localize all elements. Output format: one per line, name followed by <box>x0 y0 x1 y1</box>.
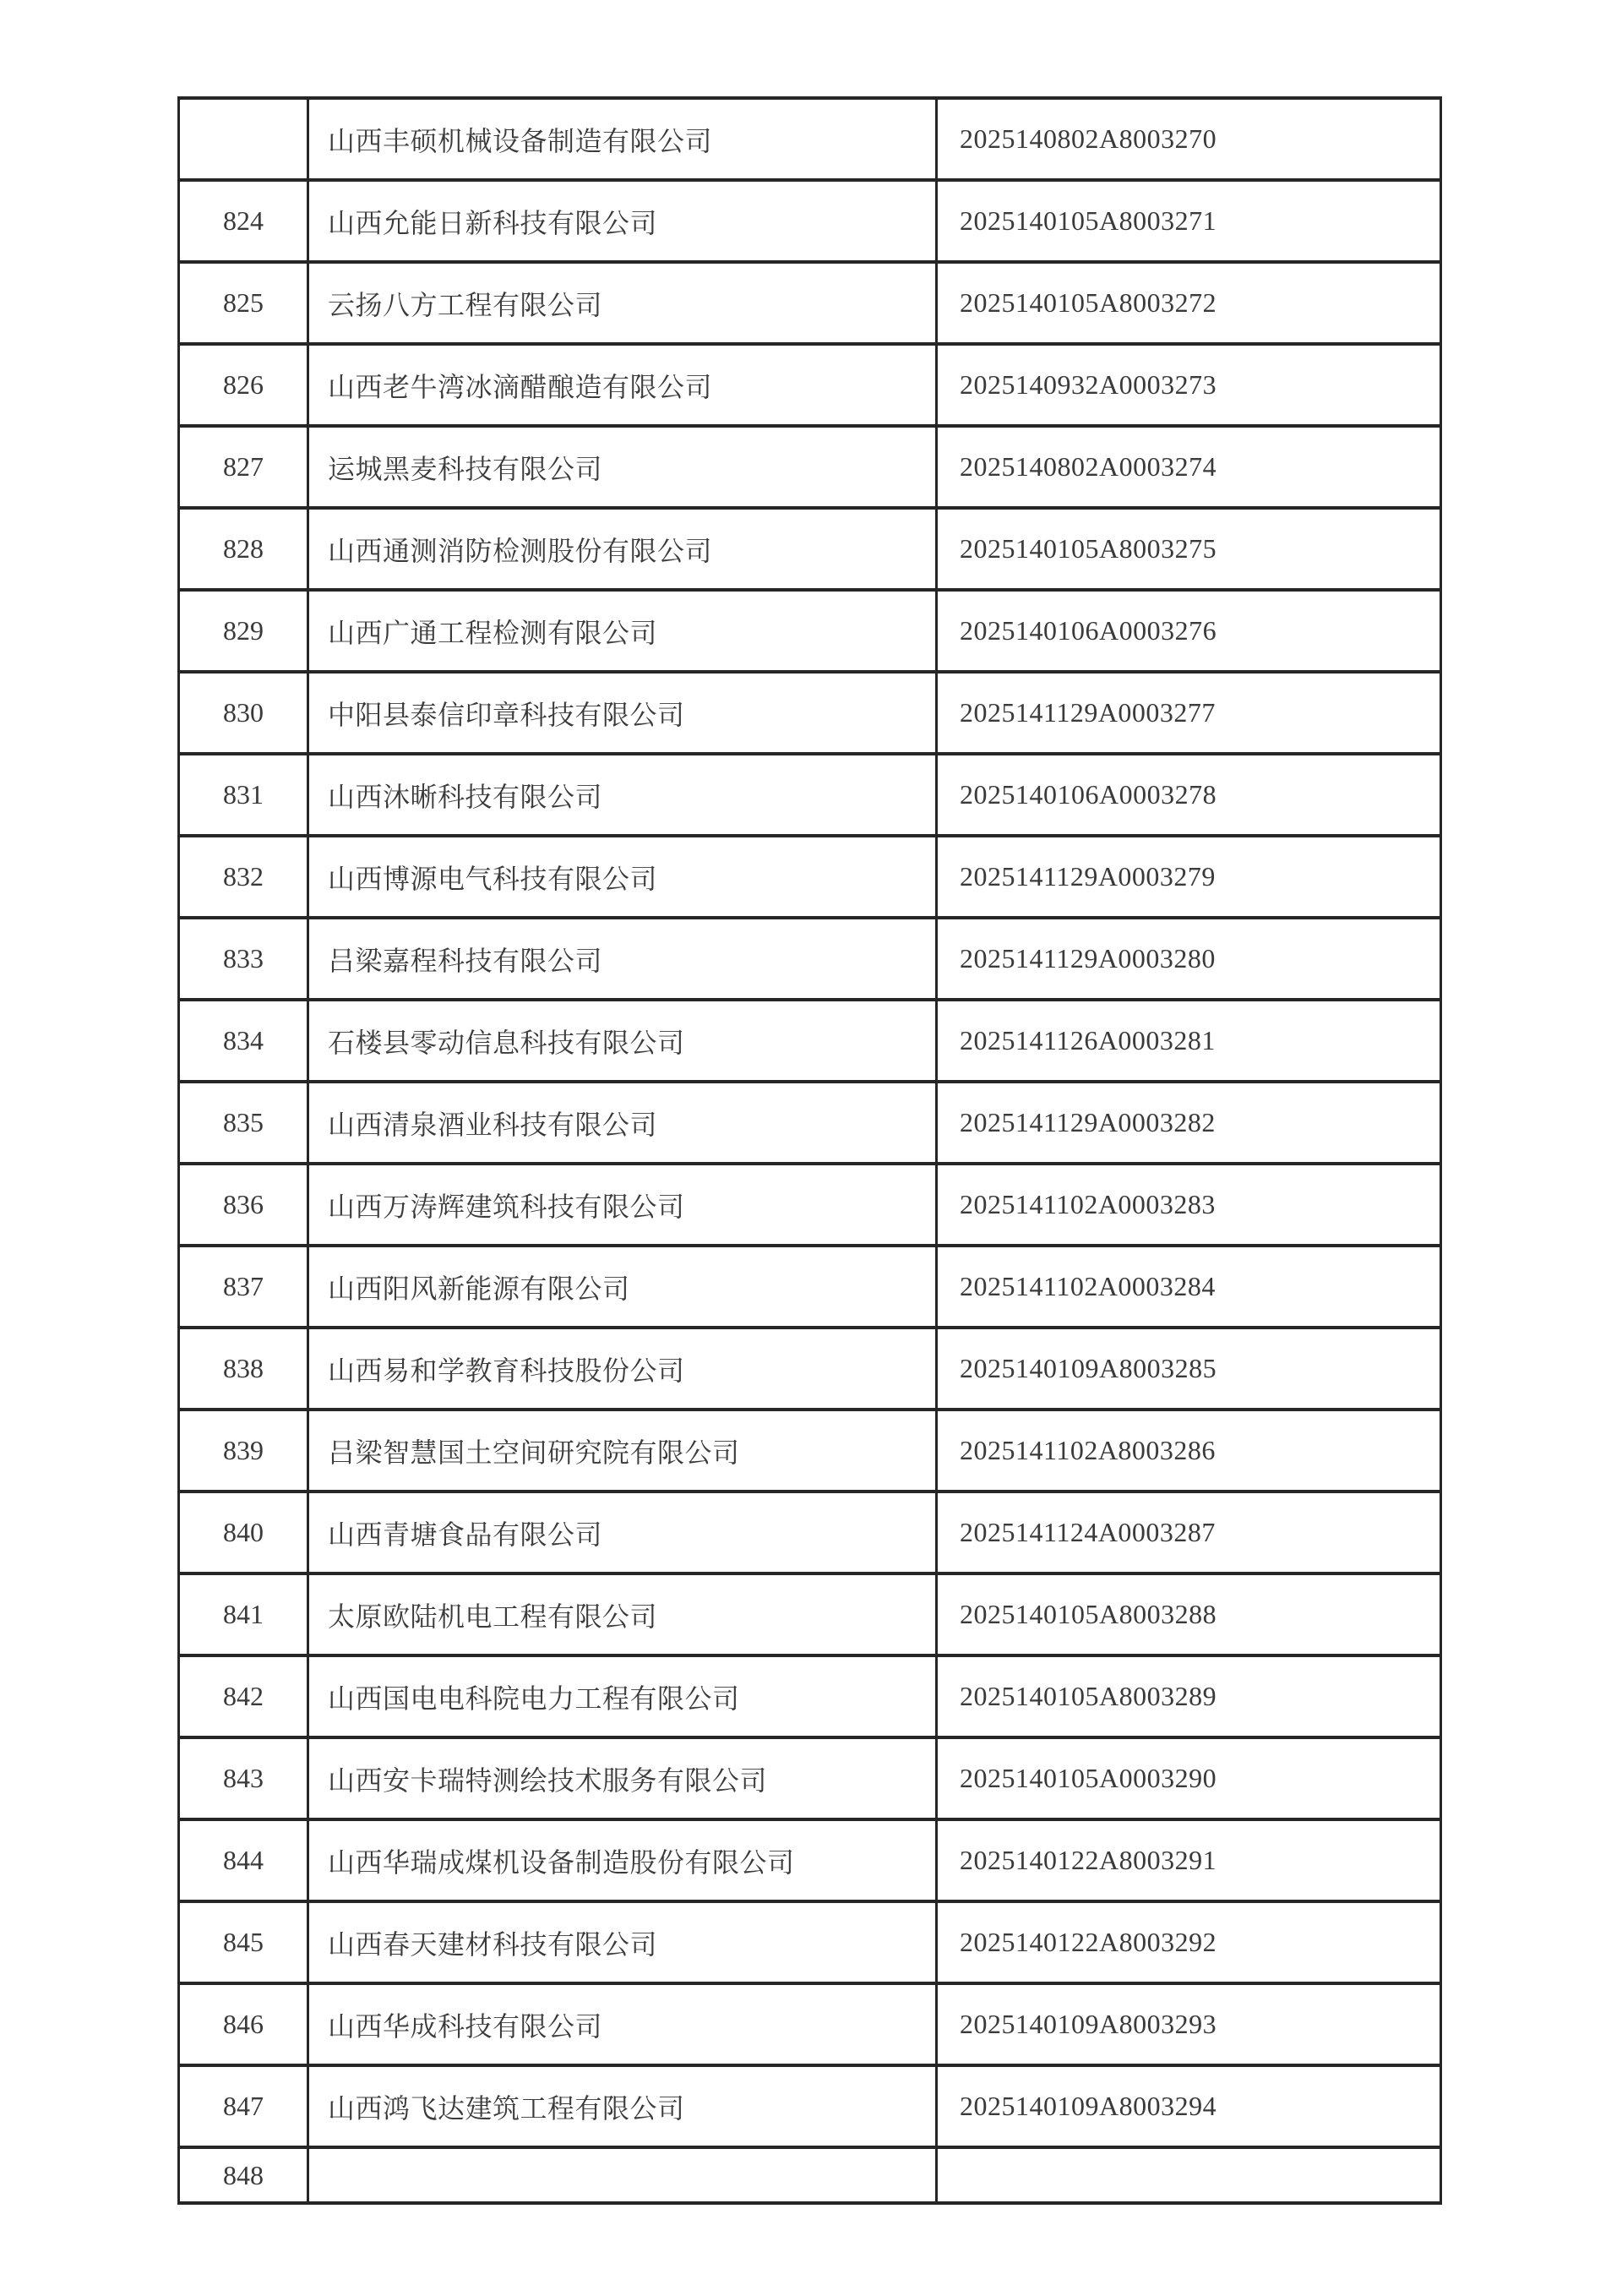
company-name-cell: 山西鸿飞达建筑工程有限公司 <box>308 2065 937 2147</box>
row-number-cell: 836 <box>179 1164 308 1246</box>
row-number-cell: 827 <box>179 426 308 508</box>
table-row <box>179 836 1441 918</box>
row-number-cell: 847 <box>179 2065 308 2147</box>
company-registry-table <box>177 96 1442 2205</box>
company-name-cell: 运城黑麦科技有限公司 <box>308 426 937 508</box>
row-number-cell: 829 <box>179 590 308 672</box>
table-row <box>179 508 1441 590</box>
credit-code-cell: 2025140109A8003285 <box>937 1328 1441 1410</box>
credit-code-cell: 2025140105A0003290 <box>937 1737 1441 1819</box>
credit-code-cell: 2025140802A0003274 <box>937 426 1441 508</box>
credit-code-cell: 2025140109A8003293 <box>937 1983 1441 2065</box>
company-name-cell: 山西万涛辉建筑科技有限公司 <box>308 1164 937 1246</box>
row-number-cell: 841 <box>179 1573 308 1655</box>
credit-code-cell: 2025141102A0003284 <box>937 1246 1441 1328</box>
table-row <box>179 590 1441 672</box>
credit-code-cell: 2025140109A8003294 <box>937 2065 1441 2147</box>
table-row <box>179 1655 1441 1737</box>
company-name-cell: 山西清泉酒业科技有限公司 <box>308 1082 937 1164</box>
table-row <box>179 1983 1441 2065</box>
credit-code-cell: 2025141129A0003277 <box>937 672 1441 754</box>
row-number-cell: 834 <box>179 1000 308 1082</box>
company-name-cell <box>308 2147 937 2203</box>
credit-code-cell: 2025140105A8003275 <box>937 508 1441 590</box>
table-row <box>179 2065 1441 2147</box>
row-number-cell: 844 <box>179 1819 308 1901</box>
table-row <box>179 262 1441 344</box>
credit-code-cell: 2025141129A0003282 <box>937 1082 1441 1164</box>
credit-code-cell: 2025141126A0003281 <box>937 1000 1441 1082</box>
credit-code-cell: 2025140105A8003272 <box>937 262 1441 344</box>
credit-code-cell: 2025141129A0003280 <box>937 918 1441 1000</box>
row-number-cell: 831 <box>179 754 308 836</box>
row-number-cell: 846 <box>179 1983 308 2065</box>
company-name-cell: 山西青塘食品有限公司 <box>308 1492 937 1573</box>
registry-table-body <box>179 98 1441 2203</box>
credit-code-cell: 2025140105A8003289 <box>937 1655 1441 1737</box>
company-name-cell: 山西丰硕机械设备制造有限公司 <box>308 98 937 180</box>
row-number-cell: 838 <box>179 1328 308 1410</box>
credit-code-cell: 2025141102A8003286 <box>937 1410 1441 1492</box>
row-number-cell <box>179 98 308 180</box>
company-name-cell: 石楼县零动信息科技有限公司 <box>308 1000 937 1082</box>
company-name-cell: 云扬八方工程有限公司 <box>308 262 937 344</box>
table-row <box>179 1901 1441 1983</box>
company-name-cell: 山西易和学教育科技股份公司 <box>308 1328 937 1410</box>
table-row <box>179 98 1441 180</box>
row-number-cell: 825 <box>179 262 308 344</box>
company-name-cell: 山西允能日新科技有限公司 <box>308 180 937 262</box>
table-row <box>179 1246 1441 1328</box>
company-name-cell: 山西安卡瑞特测绘技术服务有限公司 <box>308 1737 937 1819</box>
company-name-cell: 山西阳风新能源有限公司 <box>308 1246 937 1328</box>
company-name-cell: 山西通测消防检测股份有限公司 <box>308 508 937 590</box>
company-name-cell: 山西老牛湾冰滴醋酿造有限公司 <box>308 344 937 426</box>
credit-code-cell: 2025140105A8003271 <box>937 180 1441 262</box>
table-row <box>179 1573 1441 1655</box>
company-name-cell: 太原欧陆机电工程有限公司 <box>308 1573 937 1655</box>
credit-code-cell: 2025140932A0003273 <box>937 344 1441 426</box>
credit-code-cell: 2025140105A8003288 <box>937 1573 1441 1655</box>
table-row <box>179 754 1441 836</box>
row-number-cell: 835 <box>179 1082 308 1164</box>
table-row <box>179 1164 1441 1246</box>
row-number-cell: 843 <box>179 1737 308 1819</box>
credit-code-cell: 2025140106A0003278 <box>937 754 1441 836</box>
company-name-cell: 山西华成科技有限公司 <box>308 1983 937 2065</box>
table-row <box>179 1737 1441 1819</box>
row-number-cell: 832 <box>179 836 308 918</box>
row-number-cell: 828 <box>179 508 308 590</box>
credit-code-cell <box>937 2147 1441 2203</box>
table-row <box>179 2147 1441 2203</box>
row-number-cell: 830 <box>179 672 308 754</box>
table-row <box>179 918 1441 1000</box>
company-name-cell: 山西博源电气科技有限公司 <box>308 836 937 918</box>
table-row <box>179 344 1441 426</box>
row-number-cell: 826 <box>179 344 308 426</box>
table-row <box>179 426 1441 508</box>
table-row <box>179 180 1441 262</box>
table-row <box>179 1082 1441 1164</box>
credit-code-cell: 2025140122A8003292 <box>937 1901 1441 1983</box>
table-row <box>179 1492 1441 1573</box>
row-number-cell: 833 <box>179 918 308 1000</box>
credit-code-cell: 2025141129A0003279 <box>937 836 1441 918</box>
company-name-cell: 山西沐晰科技有限公司 <box>308 754 937 836</box>
credit-code-cell: 2025140802A8003270 <box>937 98 1441 180</box>
table-row <box>179 1000 1441 1082</box>
table-row <box>179 1819 1441 1901</box>
company-name-cell: 山西华瑞成煤机设备制造股份有限公司 <box>308 1819 937 1901</box>
company-name-cell: 吕梁嘉程科技有限公司 <box>308 918 937 1000</box>
table-row <box>179 672 1441 754</box>
row-number-cell: 839 <box>179 1410 308 1492</box>
company-name-cell: 山西春天建材科技有限公司 <box>308 1901 937 1983</box>
row-number-cell: 848 <box>179 2147 308 2203</box>
credit-code-cell: 2025140106A0003276 <box>937 590 1441 672</box>
row-number-cell: 837 <box>179 1246 308 1328</box>
row-number-cell: 845 <box>179 1901 308 1983</box>
row-number-cell: 842 <box>179 1655 308 1737</box>
company-name-cell: 山西广通工程检测有限公司 <box>308 590 937 672</box>
table-row <box>179 1410 1441 1492</box>
table-row <box>179 1328 1441 1410</box>
company-name-cell: 中阳县泰信印章科技有限公司 <box>308 672 937 754</box>
credit-code-cell: 2025140122A8003291 <box>937 1819 1441 1901</box>
row-number-cell: 840 <box>179 1492 308 1573</box>
company-name-cell: 山西国电电科院电力工程有限公司 <box>308 1655 937 1737</box>
credit-code-cell: 2025141124A0003287 <box>937 1492 1441 1573</box>
company-name-cell: 吕梁智慧国土空间研究院有限公司 <box>308 1410 937 1492</box>
credit-code-cell: 2025141102A0003283 <box>937 1164 1441 1246</box>
row-number-cell: 824 <box>179 180 308 262</box>
